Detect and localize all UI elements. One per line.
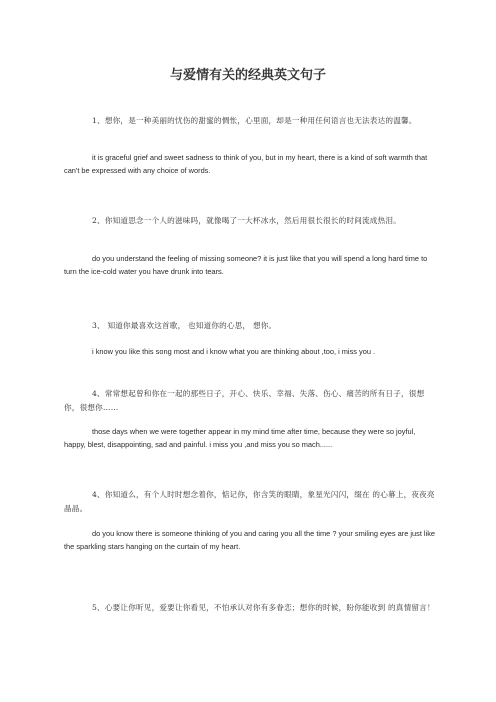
section-1 [64, 114, 436, 128]
section-4 [64, 387, 436, 414]
section-4-english: those days when we were together appear in my mind time after time, because they were so joyful, happy, blest, disappointing, sad and painful. i miss you ,and miss you so mach...... [64, 427, 416, 449]
section-5 [64, 488, 436, 515]
section-5-chinese: 4、你知道么，有个人时时想念着你，惦记你，你含笑的眼睛，象星光闪闪，缀在 的心幕上，夜夜亮晶晶。 [64, 490, 435, 513]
section-2-english: do you understand the feeling of missing someone? it is just like that you will spend a long hard time to turn the ice-cold water you have drunk into tears. [64, 254, 428, 276]
section-2-chinese: 2、你知道思念一个人的滋味吗，就像喝了一大杯冰水，然后用很长很长的时间流成热泪。 [92, 216, 401, 225]
section-4-english-block [64, 426, 436, 451]
section-6-chinese: 5、心要让你听见，爱要让你看见，不怕承认对你有多眷恋；想你的时候，盼你能收到 的真情留言！ [92, 603, 435, 612]
page-title: 与爱情有关的经典英文句子 [169, 68, 326, 83]
section-1-chinese: 1、想你，是一种美丽的忧伤的甜蜜的惆怅，心里面，却是一种用任何语言也无法表达的温馨。 [92, 116, 417, 125]
section-3-english-block [64, 346, 436, 359]
section-2-english-block [64, 253, 436, 278]
section-2 [64, 214, 436, 228]
section-5-english-block [64, 528, 436, 553]
section-3-chinese: 3、 知道你最喜欢这首歌， 也知道你的心思， 想你。 [92, 321, 277, 330]
section-5-english: do you know there is someone thinking of you and caring you all the time ? your smiling eyes are just like the sparkling stars hanging on the curtain of my heart. [64, 529, 436, 551]
section-3 [64, 319, 436, 333]
section-6 [64, 601, 436, 615]
section-4-chinese: 4、常常想起曾和你在一起的那些日子，开心、快乐、幸福、失落、伤心、痛苦的所有日子，很想你，很想你…… [64, 389, 425, 412]
section-3-english: i know you like this song most and i know what you are thinking about ,too, i miss you . [92, 347, 376, 356]
section-1-english-block [64, 152, 436, 177]
section-1-english: it is graceful grief and sweet sadness to think of you, but in my heart, there is a kind of soft warmth that can't be expressed with any choice of words. [64, 153, 428, 175]
